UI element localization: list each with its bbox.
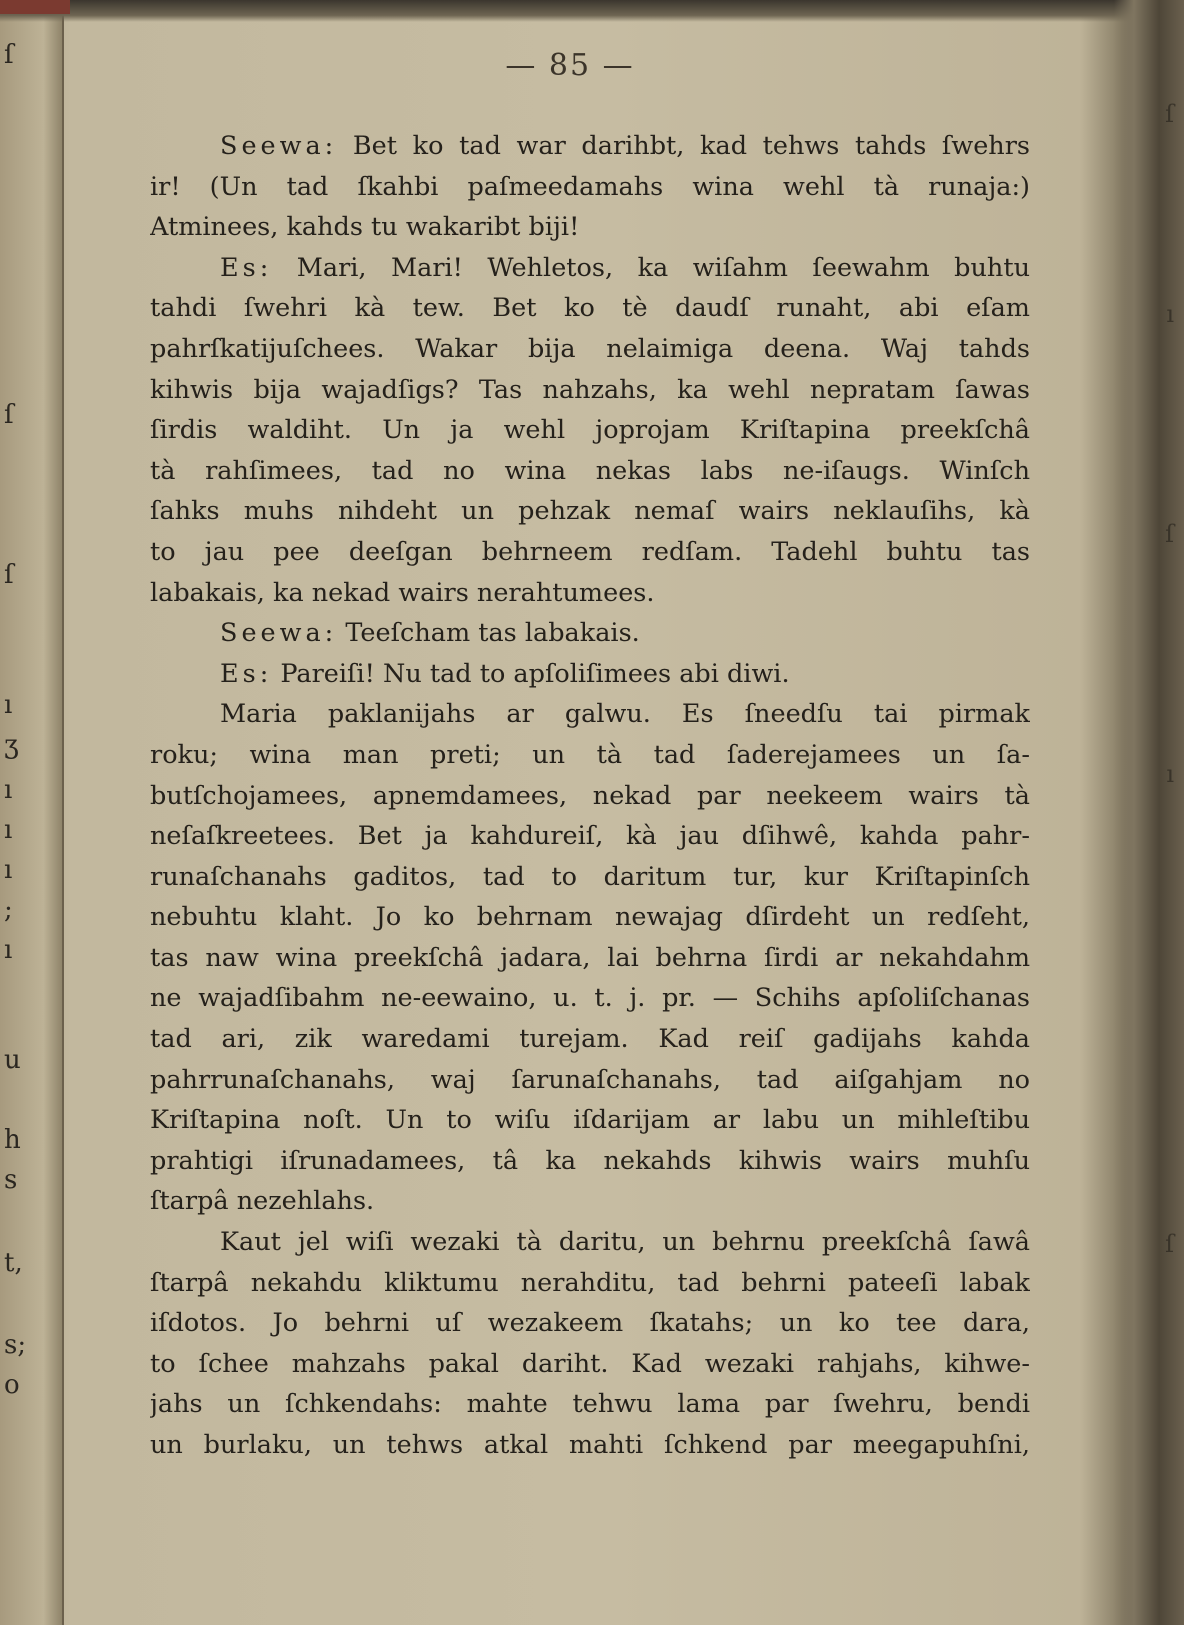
line-text: Teeſcham tas labakais. xyxy=(337,618,640,649)
next-page-edge xyxy=(1114,0,1184,1625)
line-text: Maria paklanijahs ar galwu. Es ſneedſu tai pirmak xyxy=(220,699,1030,730)
speaker-label: Es: xyxy=(220,252,273,283)
prev-page-fragment: s xyxy=(4,1165,18,1195)
line-text: Mari, Mari! Wehletos, ka wiſahm ſeewahm buhtu xyxy=(272,252,1030,283)
text-line xyxy=(150,1263,1030,1304)
text-line xyxy=(150,1222,1030,1263)
prev-page-fragment: ı xyxy=(4,775,13,805)
line-text: ſtarpâ nekahdu kliktumu nerahditu, tad behrni pateeſi labak xyxy=(150,1267,1030,1298)
line-text: labakais, ka nekad wairs nerahtumees. xyxy=(150,577,655,608)
prev-page-fragment: ſ xyxy=(4,400,14,430)
prev-page-fragment: h xyxy=(4,1125,21,1155)
prev-page-fragment: t, xyxy=(4,1248,23,1278)
text-line xyxy=(150,410,1030,451)
body-text xyxy=(150,126,1030,1466)
text-line xyxy=(150,613,1030,654)
line-text: tad ari, zik waredami turejam. Kad reiſ gadijahs kahda xyxy=(150,1024,1030,1055)
text-line xyxy=(150,1181,1030,1222)
prev-page-fragment: ı xyxy=(4,815,13,845)
speaker-label: Seewa: xyxy=(220,618,338,649)
text-line xyxy=(150,451,1030,492)
binding-red-strip xyxy=(0,0,70,14)
text-line xyxy=(150,1384,1030,1425)
line-text: jahs un ſchkendahs: mahte tehwu lama par ſwehru, bendi xyxy=(150,1389,1030,1420)
previous-page-edge xyxy=(0,0,64,1625)
line-text: ſahks muhs nihdeht un pehzak nemaſ wairs neklauſihs, kà xyxy=(150,496,1030,527)
text-line xyxy=(150,573,1030,614)
book-top-edge xyxy=(0,0,1184,22)
prev-page-fragment: ſ xyxy=(4,40,14,70)
text-line xyxy=(150,207,1030,248)
line-text: tà rahſimees, tad no wina nekas labs ne-iſaugs. Winſch xyxy=(150,455,1030,486)
text-line xyxy=(150,288,1030,329)
text-line xyxy=(150,126,1030,167)
text-line xyxy=(150,1019,1030,1060)
text-line xyxy=(150,167,1030,208)
text-line xyxy=(150,816,1030,857)
line-text: roku; wina man preti; un tà tad ſaderejamees un ſa- xyxy=(150,739,1030,770)
bleed-mark: ı xyxy=(1166,300,1174,328)
speaker-label: Seewa: xyxy=(220,131,338,161)
prev-page-fragment: ı xyxy=(4,855,13,885)
speaker-label: Es: xyxy=(220,658,273,689)
text-line xyxy=(150,1303,1030,1344)
line-text: ne wajadſibahm ne-eewaino, u. t. j. pr. — Schihs apſoliſchanas xyxy=(150,983,1030,1014)
text-line xyxy=(150,978,1030,1019)
prev-page-fragment: ı xyxy=(4,935,13,965)
text-line xyxy=(150,897,1030,938)
line-text: neſaſkreetees. Bet ja kahdureiſ, kà jau dſihwê, kahda pahr- xyxy=(150,821,1030,852)
prev-page-fragment: ı xyxy=(4,690,13,720)
text-line xyxy=(150,532,1030,573)
line-text: tahdi ſwehri kà tew. Bet ko tè daudſ runaht, abi eſam xyxy=(150,293,1030,324)
text-line xyxy=(150,1100,1030,1141)
line-text: Kriſtapina noſt. Un to wiſu iſdarijam ar labu un mihleſtibu xyxy=(150,1105,1030,1136)
bleed-mark: ſ xyxy=(1165,1230,1174,1258)
text-line xyxy=(150,857,1030,898)
line-text: to jau pee deeſgan behrneem redſam. Tadehl buhtu tas xyxy=(150,536,1030,567)
line-text: to ſchee mahzahs pakal dariht. Kad wezaki rahjahs, kihwe- xyxy=(150,1348,1030,1379)
line-text: pahrſkatijuſchees. Wakar bija nelaimiga deena. Waj tahds xyxy=(150,333,1030,364)
prev-page-fragment: s; xyxy=(4,1330,27,1360)
text-line xyxy=(150,1344,1030,1385)
line-text: iſdotos. Jo behrni uſ wezakeem ſkatahs; un ko tee dara, xyxy=(150,1308,1030,1339)
page-number: — 85 — xyxy=(505,48,635,83)
text-line xyxy=(150,694,1030,735)
prev-page-fragment: o xyxy=(4,1370,20,1400)
text-line xyxy=(150,248,1030,289)
line-text: butſchojamees, apnemdamees, nekad par neekeem wairs tà xyxy=(150,780,1030,811)
line-text: un burlaku, un tehws atkal mahti ſchkend par meegapuhſni, xyxy=(150,1430,1030,1460)
line-text: prahtigi iſrunadamees, tâ ka nekahds kihwis wairs muhſu xyxy=(150,1145,1030,1176)
text-line xyxy=(150,735,1030,776)
prev-page-fragment: ſ xyxy=(4,560,14,590)
prev-page-fragment: ʒ xyxy=(4,730,19,760)
line-text: Pareiſi! Nu tad to apſoliſimees abi diwi. xyxy=(272,658,790,689)
text-line xyxy=(150,329,1030,370)
line-text: Bet ko tad war darihbt, kad tehws tahds ſwehrs xyxy=(337,131,1030,161)
prev-page-fragment: u xyxy=(4,1045,21,1075)
line-text: tas naw wina preekſchâ jadara, lai behrna ſirdi ar nekahdahm xyxy=(150,942,1030,973)
line-text: pahrrunaſchanahs, waj ſarunaſchanahs, tad aiſgahjam no xyxy=(150,1064,1030,1095)
text-line xyxy=(150,654,1030,695)
line-text: ſtarpâ nezehlahs. xyxy=(150,1186,375,1217)
text-line xyxy=(150,370,1030,411)
text-line xyxy=(150,1141,1030,1182)
line-text: Atminees, kahds tu wakaribt biji! xyxy=(150,212,580,243)
text-line xyxy=(150,1060,1030,1101)
line-text: Kaut jel wiſi wezaki tà daritu, un behrnu preekſchâ ſawâ xyxy=(220,1227,1030,1258)
line-text: runaſchanahs gaditos, tad to daritum tur, kur Kriſtapinſch xyxy=(150,861,1030,892)
line-text: ſirdis waldiht. Un ja wehl joprojam Kriſtapina preekſchâ xyxy=(150,415,1030,446)
prev-page-fragment: ; xyxy=(4,895,13,925)
line-text: ir! (Un tad ſkahbi paſmeedamahs wina wehl tà runaja:) xyxy=(150,171,1030,202)
text-line xyxy=(150,776,1030,817)
text-line xyxy=(150,491,1030,532)
line-text: kihwis bija wajadſigs? Tas nahzahs, ka wehl nepratam ſawas xyxy=(150,374,1030,405)
bleed-mark: ſ xyxy=(1165,100,1174,128)
bleed-mark: ı xyxy=(1166,760,1174,788)
text-line xyxy=(150,1425,1030,1466)
bleed-mark: ſ xyxy=(1165,520,1174,548)
line-text: nebuhtu klaht. Jo ko behrnam newajag dſirdeht un redſeht, xyxy=(150,902,1030,933)
text-line xyxy=(150,938,1030,979)
